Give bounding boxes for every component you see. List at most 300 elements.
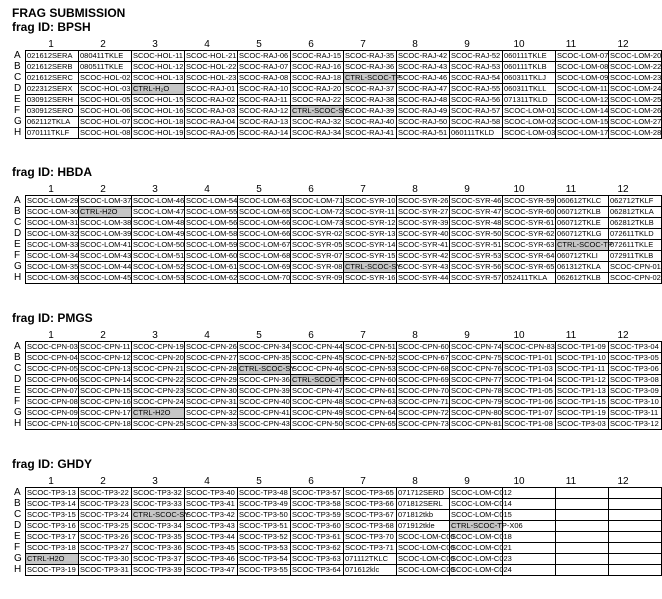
plate-cell: SCOC-LOM-60 xyxy=(186,251,238,260)
plate-cell: SCOC-HOL-03 xyxy=(80,84,131,93)
plate-cell: 080411TKLE xyxy=(79,51,132,62)
row-letter-labels xyxy=(14,195,25,283)
plate-cell: SCOC-CPN-74 xyxy=(451,342,502,351)
table-row xyxy=(26,510,662,521)
plate-cell: SCOC-LOM-27 xyxy=(610,117,662,126)
plate-cell: SCOC-HOL-11 xyxy=(133,51,183,60)
plate-cell: SCOC-LOM-61 xyxy=(186,262,238,271)
plate-cell: SCOC-TP3-65 xyxy=(344,488,397,499)
table-row xyxy=(26,419,662,430)
plate-cell: SCOC-CPN-07 xyxy=(27,386,78,395)
table-row xyxy=(26,543,662,554)
plate-cell xyxy=(556,532,609,543)
plate-cell: SCOC-SYR-59 xyxy=(504,196,555,205)
column-number: 1 xyxy=(48,476,54,487)
plate-cell: SCOC-SYR-02 xyxy=(292,229,343,238)
plate-cell: SCOC-LOM-34 xyxy=(27,251,79,260)
plate-cell: SCOC-LOM-62 xyxy=(186,273,238,282)
plate-cell: SCOC-LOM-23 xyxy=(610,73,662,82)
plate-cell: SCOC-TP3-11 xyxy=(609,408,662,419)
table-row xyxy=(26,84,662,95)
plate-cell: SCOC-LOM-11 xyxy=(557,84,608,93)
plate-cell: SCOC-LOM-45 xyxy=(80,273,132,282)
plate-cell: SCOC-LOM-36 xyxy=(27,273,79,282)
plate-cell: SCOC-CPN-06 xyxy=(27,375,78,384)
plate-cell: SCOC-TP3-68 xyxy=(344,521,397,532)
plate-cell: 060612TKLC xyxy=(556,196,609,207)
plate-cell: SCOC-TP3-37 xyxy=(132,554,185,565)
plate-cell: SCOC-RAJ-01 xyxy=(185,84,238,95)
plate-cell: 060111TKLB xyxy=(503,62,556,73)
column-number: 5 xyxy=(256,330,262,341)
plate-cell: SCOC-LOM-66 xyxy=(239,229,291,238)
plate-cell: SCOC-LOM-C00 xyxy=(398,565,455,574)
plate-cell: 021612SERA xyxy=(26,51,79,62)
plate-cell: SCOC-CPN-09 xyxy=(27,408,78,417)
plate-cell: 060712TKLG xyxy=(556,229,609,240)
plate-cell: SCOC-CPN-13 xyxy=(80,364,131,373)
plate-cell: SCOC-TP3-62 xyxy=(291,543,344,554)
table-row xyxy=(26,375,662,386)
plate-cell: 060311TKLJ xyxy=(503,73,556,84)
row-letter: E xyxy=(14,385,21,396)
plate-cell: SCOC-TP3-44 xyxy=(185,532,238,543)
plate-cell: SCOC-SYR-48 xyxy=(451,218,502,227)
plate-cell: SCOC-HOL-23 xyxy=(186,73,237,82)
plate-cell: SCOC-LOM-C00 xyxy=(398,554,455,563)
plate-cell: SCOC-RAJ-35 xyxy=(344,51,397,62)
column-number: 5 xyxy=(256,184,262,195)
plate-cell: SCOC-CPN-65 xyxy=(345,419,396,428)
plate-cell: SCOC-TP3-57 xyxy=(291,488,344,499)
plate-cell: SCOC-RAJ-03 xyxy=(185,106,238,117)
plate-cell: SCOC-LOM-65 xyxy=(239,207,291,216)
plate-cell: SCOC-LOM-C023 xyxy=(451,554,512,563)
plate-cell: SCOC-SYR-63 xyxy=(504,240,555,249)
plate-cell: SCOC-LOM-09 xyxy=(557,73,609,82)
table-row xyxy=(26,229,662,240)
plate-cell: SCOC-LOM-15 xyxy=(557,117,609,126)
plate-cell: SCOC-CPN-03 xyxy=(27,342,78,351)
plate-cell: SCOC-CPN-28 xyxy=(186,364,237,373)
plate-cell: SCOC-RAJ-40 xyxy=(344,117,397,128)
plate-cell: SCOC-HOL-05 xyxy=(80,95,131,104)
plate-cell: 071311TKLD xyxy=(503,95,556,106)
column-number: 1 xyxy=(48,39,54,50)
column-number: 5 xyxy=(256,39,262,50)
plate-cell: SCOC-HOL-21 xyxy=(186,51,237,60)
plate-cell: 062812TKLB xyxy=(609,218,662,229)
row-letter: E xyxy=(14,239,21,250)
table-row xyxy=(26,364,662,375)
plate-cell: SCOC-TP3-18 xyxy=(26,543,79,554)
column-number: 7 xyxy=(360,330,366,341)
plate-cell: SCOC-SYR-43 xyxy=(398,262,449,271)
column-number: 10 xyxy=(513,184,525,195)
table-row xyxy=(26,240,662,251)
row-letter-labels xyxy=(14,50,25,138)
plate-cell: SCOC-RAJ-38 xyxy=(344,95,397,106)
plate-cell: SCOC-TP3-47 xyxy=(185,565,238,576)
plate-cell: SCOC-RAJ-18 xyxy=(291,73,344,84)
plate-cell: SCOC-RAJ-52 xyxy=(450,51,503,62)
row-letter: A xyxy=(14,50,21,61)
column-number: 12 xyxy=(617,330,629,341)
plate-cell: SCOC-CPN-34 xyxy=(239,342,290,351)
plate-cell: 022312SERX xyxy=(26,84,79,95)
plate-cell: SCOC-HOL-13 xyxy=(133,73,184,82)
plate-cell: SCOC-RAJ-58 xyxy=(450,117,503,128)
table-row xyxy=(26,262,662,273)
plate-cell: SCOC-TP1-11 xyxy=(556,364,609,375)
column-number: 7 xyxy=(360,39,366,50)
plate-grid xyxy=(25,487,662,576)
plate-cell: SCOC-HOL-22 xyxy=(186,62,237,71)
plate-cell: SCOC-TP3-26 xyxy=(79,532,132,543)
plate-cell: SCOC-LOM-53 xyxy=(133,273,185,282)
plate-cell: SCOC-SYR-46 xyxy=(451,196,502,205)
plate-cell: SCOC-CPN-29 xyxy=(186,375,237,384)
plate-cell: SCOC-HOL-02 xyxy=(80,73,131,82)
plate-cell: SCOC-TP3-24 xyxy=(79,510,132,521)
plate-cell: SCOC-RAJ-41 xyxy=(344,128,397,139)
table-row xyxy=(26,106,662,117)
plate-cell: SCOC-LOM-71 xyxy=(292,196,344,205)
plate-cell: SCOC-RAJ-11 xyxy=(238,95,291,106)
column-number: 5 xyxy=(256,476,262,487)
plate-cell: SCOC-SYR-41 xyxy=(398,240,449,249)
plate-cell: SCOC-LOM-C00 xyxy=(398,532,455,541)
plate-cell: SCOC-LOM-58 xyxy=(186,229,238,238)
column-number: 11 xyxy=(565,39,577,50)
plate-cell: SCOC-RAJ-08 xyxy=(238,73,291,84)
column-number: 9 xyxy=(464,184,470,195)
plate-cell: 060712TKLE xyxy=(556,218,609,229)
plate-cell: CTRL-SCOC-SY xyxy=(239,364,296,373)
plate-cell: SCOC-LOM-25 xyxy=(610,95,662,104)
plate-cell: SCOC-CPN-35 xyxy=(239,353,290,362)
plate-cell: SCOC-CPN-22 xyxy=(133,375,184,384)
plate-cell: SCOC-CPN-01 xyxy=(610,262,661,271)
plate-cell: SCOC-CPN-11 xyxy=(80,342,131,351)
plate-cell: SCOC-CPN-18 xyxy=(80,419,131,428)
plate-cell: SCOC-CPN-15 xyxy=(80,386,131,395)
plate-cell: SCOC-SYR-11 xyxy=(345,207,395,216)
plate-cell: 052411TKLA xyxy=(503,273,556,284)
plate-cell xyxy=(556,565,609,576)
plate-cell: SCOC-TP3-32 xyxy=(132,488,185,499)
column-number: 1 xyxy=(48,330,54,341)
plate-cell: SCOC-TP3-42 xyxy=(185,510,238,521)
plate-cell: CTRL-SCOC-TP xyxy=(292,375,348,384)
plate-cell: 060712TKLI xyxy=(556,251,609,262)
plate-cell: SCOC-SYR-50 xyxy=(451,229,502,238)
plate-cell: SCOC-CPN-12 xyxy=(80,353,131,362)
column-number: 12 xyxy=(617,39,629,50)
table-row xyxy=(26,408,662,419)
column-number: 4 xyxy=(204,476,210,487)
column-number: 4 xyxy=(204,184,210,195)
plate-cell: SCOC-LOM-C024 xyxy=(451,565,512,574)
plate-cell: SCOC-TP3-36 xyxy=(132,543,185,554)
column-number: 2 xyxy=(100,39,106,50)
plate-cell: SCOC-CPN-31 xyxy=(186,397,237,406)
plate-cell: SCOC-RAJ-54 xyxy=(450,73,503,84)
table-row xyxy=(26,117,662,128)
table-row xyxy=(26,397,662,408)
plate-cell: SCOC-LOM-07 xyxy=(557,51,609,60)
plate-cell: SCOC-TP3-45 xyxy=(185,543,238,554)
table-row xyxy=(26,342,662,353)
plate-cell: SCOC-TP3-55 xyxy=(238,565,291,576)
plate-cell: SCOC-CPN-68 xyxy=(398,364,449,373)
plate-cell: SCOC-TP3-34 xyxy=(132,521,185,532)
plate-cell: SCOC-TP1-09 xyxy=(556,342,609,353)
plate-cell: SCOC-CPN-83 xyxy=(504,342,555,351)
plate-cell: SCOC-SYR-09 xyxy=(292,273,343,282)
plate-cell: SCOC-HOL-06 xyxy=(80,106,131,115)
plate-cell: SCOC-TP3-23 xyxy=(79,499,132,510)
plate-cell: CTRL-SCOC-SY xyxy=(345,262,402,271)
plate-cell: SCOC-SYR-42 xyxy=(398,251,449,260)
plate-cell: SCOC-TP3-70 xyxy=(344,532,397,543)
plate-cell: SCOC-RAJ-02 xyxy=(185,95,238,106)
plate-cell: SCOC-TP3-16 xyxy=(26,521,79,532)
plate-cell: SCOC-SYR-07 xyxy=(292,251,343,260)
plate-cell: 062812TKLA xyxy=(609,207,662,218)
plate-cell: SCOC-CPN-51 xyxy=(345,342,396,351)
plate-cell: SCOC-CPN-24 xyxy=(133,397,184,406)
plate-cell: SCOC-CPN-44 xyxy=(292,342,343,351)
table-row xyxy=(26,218,662,229)
plate-cell: SCOC-SYR-53 xyxy=(451,251,502,260)
row-letter-labels xyxy=(14,487,25,575)
plate-cell: SCOC-TP3-43 xyxy=(185,521,238,532)
column-number: 2 xyxy=(100,476,106,487)
plate-cell: SCOC-TP3-51 xyxy=(238,521,291,532)
table-row xyxy=(26,565,662,576)
plate-cell: 071712SERD xyxy=(397,488,450,499)
table-row xyxy=(26,128,662,139)
plate-cell: SCOC-RAJ-42 xyxy=(397,51,450,62)
row-letter: C xyxy=(14,363,22,374)
plate-cell xyxy=(556,510,609,521)
plate-cell: SCOC-HOL-12 xyxy=(133,62,184,71)
plate-cell: SCOC-RAJ-05 xyxy=(185,128,238,139)
plate-cell: SCOC-CPN-75 xyxy=(451,353,502,362)
plate-cell: 072611TKLD xyxy=(609,229,662,240)
column-number: 11 xyxy=(565,184,577,195)
row-letter: H xyxy=(14,272,22,283)
plate-cell: SCOC-SYR-39 xyxy=(398,218,449,227)
row-letter: C xyxy=(14,72,22,83)
section-title: frag ID: BPSH xyxy=(12,20,91,34)
plate-cell: SCOC-RAJ-12 xyxy=(238,106,291,117)
plate-cell: SCOC-LOM-37 xyxy=(80,196,132,205)
plate-grid xyxy=(25,50,662,139)
plate-cell: SCOC-CPN-69 xyxy=(398,375,449,384)
plate-cell: SCOC-LOM-20 xyxy=(610,51,662,60)
plate-cell: SCOC-RAJ-51 xyxy=(397,128,450,139)
plate-cell: SCOC-LOM-67 xyxy=(239,240,291,249)
table-row xyxy=(26,386,662,397)
row-letter: B xyxy=(14,206,21,217)
plate-cell: SCOC-RAJ-15 xyxy=(291,51,344,62)
plate-cell: 071912tkle xyxy=(397,521,450,532)
plate-cell: SCOC-CPN-61 xyxy=(345,386,396,395)
plate-cell: SCOC-TP3-59 xyxy=(291,510,344,521)
plate-cell: SCOC-TP3-63 xyxy=(291,554,344,565)
plate-cell: SCOC-TP3-06 xyxy=(609,364,662,375)
plate-cell: SCOC-HOL-19 xyxy=(133,128,184,137)
plate-cell: SCOC-RAJ-37 xyxy=(344,84,397,95)
table-row xyxy=(26,521,662,532)
column-number: 9 xyxy=(464,39,470,50)
plate-cell: SCOC-CPN-46 xyxy=(292,364,343,373)
plate-cell: 061312TKLA xyxy=(556,262,609,273)
column-number: 6 xyxy=(308,330,314,341)
plate-cell: SCOC-LOM-C00 xyxy=(398,543,455,552)
plate-cell: SCOC-RAJ-46 xyxy=(397,73,450,84)
plate-cell: SCOC-TP3-49 xyxy=(238,499,291,510)
plate-cell: SCOC-RAJ-34 xyxy=(291,128,344,139)
plate-cell: SCOC-SYR-60 xyxy=(504,207,555,216)
plate-cell: SCOC-LOM-C018 xyxy=(451,532,512,541)
column-number: 4 xyxy=(204,39,210,50)
plate-cell: SCOC-TP3-15 xyxy=(26,510,79,521)
plate-cell: CTRL-SCOC-TP-X06 xyxy=(451,521,523,530)
plate-cell: SCOC-TP3-03 xyxy=(556,419,609,430)
plate-cell: SCOC-LOM-41 xyxy=(80,240,132,249)
plate-cell: SCOC-RAJ-53 xyxy=(450,62,503,73)
plate-cell: SCOC-HOL-18 xyxy=(133,117,184,126)
plate-cell: SCOC-LOM-69 xyxy=(239,262,291,271)
plate-cell: SCOC-CPN-20 xyxy=(133,353,184,362)
plate-cell: SCOC-LOM-51 xyxy=(133,251,185,260)
plate-cell xyxy=(609,510,662,521)
row-letter: H xyxy=(14,418,22,429)
plate-cell: SCOC-TP1-10 xyxy=(556,353,609,364)
column-number: 3 xyxy=(152,184,158,195)
plate-cell: SCOC-HOL-16 xyxy=(133,106,184,115)
row-letter: B xyxy=(14,61,21,72)
row-letter: A xyxy=(14,487,21,498)
plate-cell: SCOC-LOM-C012 xyxy=(451,488,512,497)
plate-cell: 060111TKLE xyxy=(503,51,556,62)
plate-cell xyxy=(609,565,662,576)
plate-cell: SCOC-TP3-66 xyxy=(344,499,397,510)
plate-cell xyxy=(609,499,662,510)
row-letter: E xyxy=(14,531,21,542)
plate-cell: SCOC-CPN-49 xyxy=(292,408,343,417)
plate-cell: SCOC-CPN-04 xyxy=(27,353,78,362)
plate-cell: SCOC-TP3-58 xyxy=(291,499,344,510)
plate-cell: SCOC-LOM-C021 xyxy=(451,543,512,552)
row-letter: G xyxy=(14,261,22,272)
page-title: FRAG SUBMISSION xyxy=(12,6,126,20)
column-number: 7 xyxy=(360,184,366,195)
plate-cell: SCOC-TP3-04 xyxy=(609,342,662,353)
plate-cell: SCOC-LOM-44 xyxy=(80,262,132,271)
column-number: 11 xyxy=(565,330,577,341)
plate-cell: SCOC-TP3-41 xyxy=(185,499,238,510)
plate-cell: SCOC-RAJ-22 xyxy=(291,95,344,106)
row-letter: A xyxy=(14,195,21,206)
table-row xyxy=(26,273,662,284)
plate-cell: SCOC-TP3-46 xyxy=(185,554,238,565)
plate-cell: SCOC-LOM-52 xyxy=(133,262,185,271)
section-title: frag ID: GHDY xyxy=(12,457,93,471)
plate-cell: SCOC-TP3-14 xyxy=(26,499,79,510)
plate-cell: SCOC-SYR-51 xyxy=(451,240,502,249)
plate-cell: SCOC-LOM-28 xyxy=(610,128,662,137)
plate-cell xyxy=(609,521,662,532)
plate-cell: SCOC-SYR-64 xyxy=(504,251,555,260)
row-letter: C xyxy=(14,509,22,520)
plate-cell: SCOC-CPN-14 xyxy=(80,375,131,384)
plate-cell: SCOC-TP3-48 xyxy=(238,488,291,499)
plate-cell xyxy=(556,521,609,532)
plate-cell: SCOC-RAJ-49 xyxy=(397,106,450,117)
table-row xyxy=(26,73,662,84)
plate-cell: SCOC-CPN-16 xyxy=(80,397,131,406)
plate-cell: SCOC-TP3-13 xyxy=(26,488,79,499)
plate-cell: SCOC-TP3-64 xyxy=(291,565,344,576)
column-number: 8 xyxy=(412,39,418,50)
plate-cell: SCOC-CPN-67 xyxy=(398,353,449,362)
plate-cell xyxy=(609,554,662,565)
row-letter: F xyxy=(14,250,21,261)
plate-cell: SCOC-RAJ-04 xyxy=(185,117,238,128)
column-number: 2 xyxy=(100,184,106,195)
table-row xyxy=(26,353,662,364)
plate-cell: 060712TKLB xyxy=(556,207,609,218)
plate-cell: SCOC-SYR-14 xyxy=(345,240,396,249)
plate-cell: SCOC-SYR-27 xyxy=(398,207,449,216)
plate-cell: SCOC-RAJ-50 xyxy=(397,117,450,128)
table-row xyxy=(26,251,662,262)
plate-cell: SCOC-LOM-24 xyxy=(610,84,662,93)
plate-cell: SCOC-LOM-01 xyxy=(504,106,556,115)
plate-cell: SCOC-LOM-26 xyxy=(610,106,662,115)
row-letter: G xyxy=(14,553,22,564)
plate-cell: SCOC-LOM-68 xyxy=(239,251,291,260)
plate-cell: SCOC-LOM-33 xyxy=(27,240,79,249)
plate-cell: CTRL-SCOC-TP xyxy=(557,240,613,249)
plate-cell: SCOC-LOM-66 xyxy=(239,218,291,227)
plate-cell: SCOC-CPN-39 xyxy=(239,386,290,395)
table-row xyxy=(26,95,662,106)
plate-cell: CTRL-H₂O xyxy=(132,84,185,95)
row-letter: G xyxy=(14,407,22,418)
column-number: 8 xyxy=(412,476,418,487)
column-number: 6 xyxy=(308,184,314,195)
plate-cell: SCOC-TP1-07 xyxy=(503,408,556,419)
plate-cell: SCOC-TP1-04 xyxy=(503,375,556,386)
plate-cell xyxy=(556,499,609,510)
plate-cell: SCOC-TP1-12 xyxy=(556,375,609,386)
plate-cell: SCOC-RAJ-20 xyxy=(291,84,344,95)
plate-cell: SCOC-LOM-49 xyxy=(133,229,185,238)
column-number: 9 xyxy=(464,476,470,487)
plate-cell: SCOC-RAJ-39 xyxy=(344,106,397,117)
plate-cell: SCOC-CPN-02 xyxy=(610,273,661,282)
plate-grid xyxy=(25,341,662,430)
plate-cell: SCOC-CPN-70 xyxy=(398,386,449,395)
plate-cell: 062612TKLB xyxy=(556,273,609,284)
plate-cell: SCOC-RAJ-32 xyxy=(291,117,344,128)
plate-cell: SCOC-CPN-27 xyxy=(186,353,237,362)
